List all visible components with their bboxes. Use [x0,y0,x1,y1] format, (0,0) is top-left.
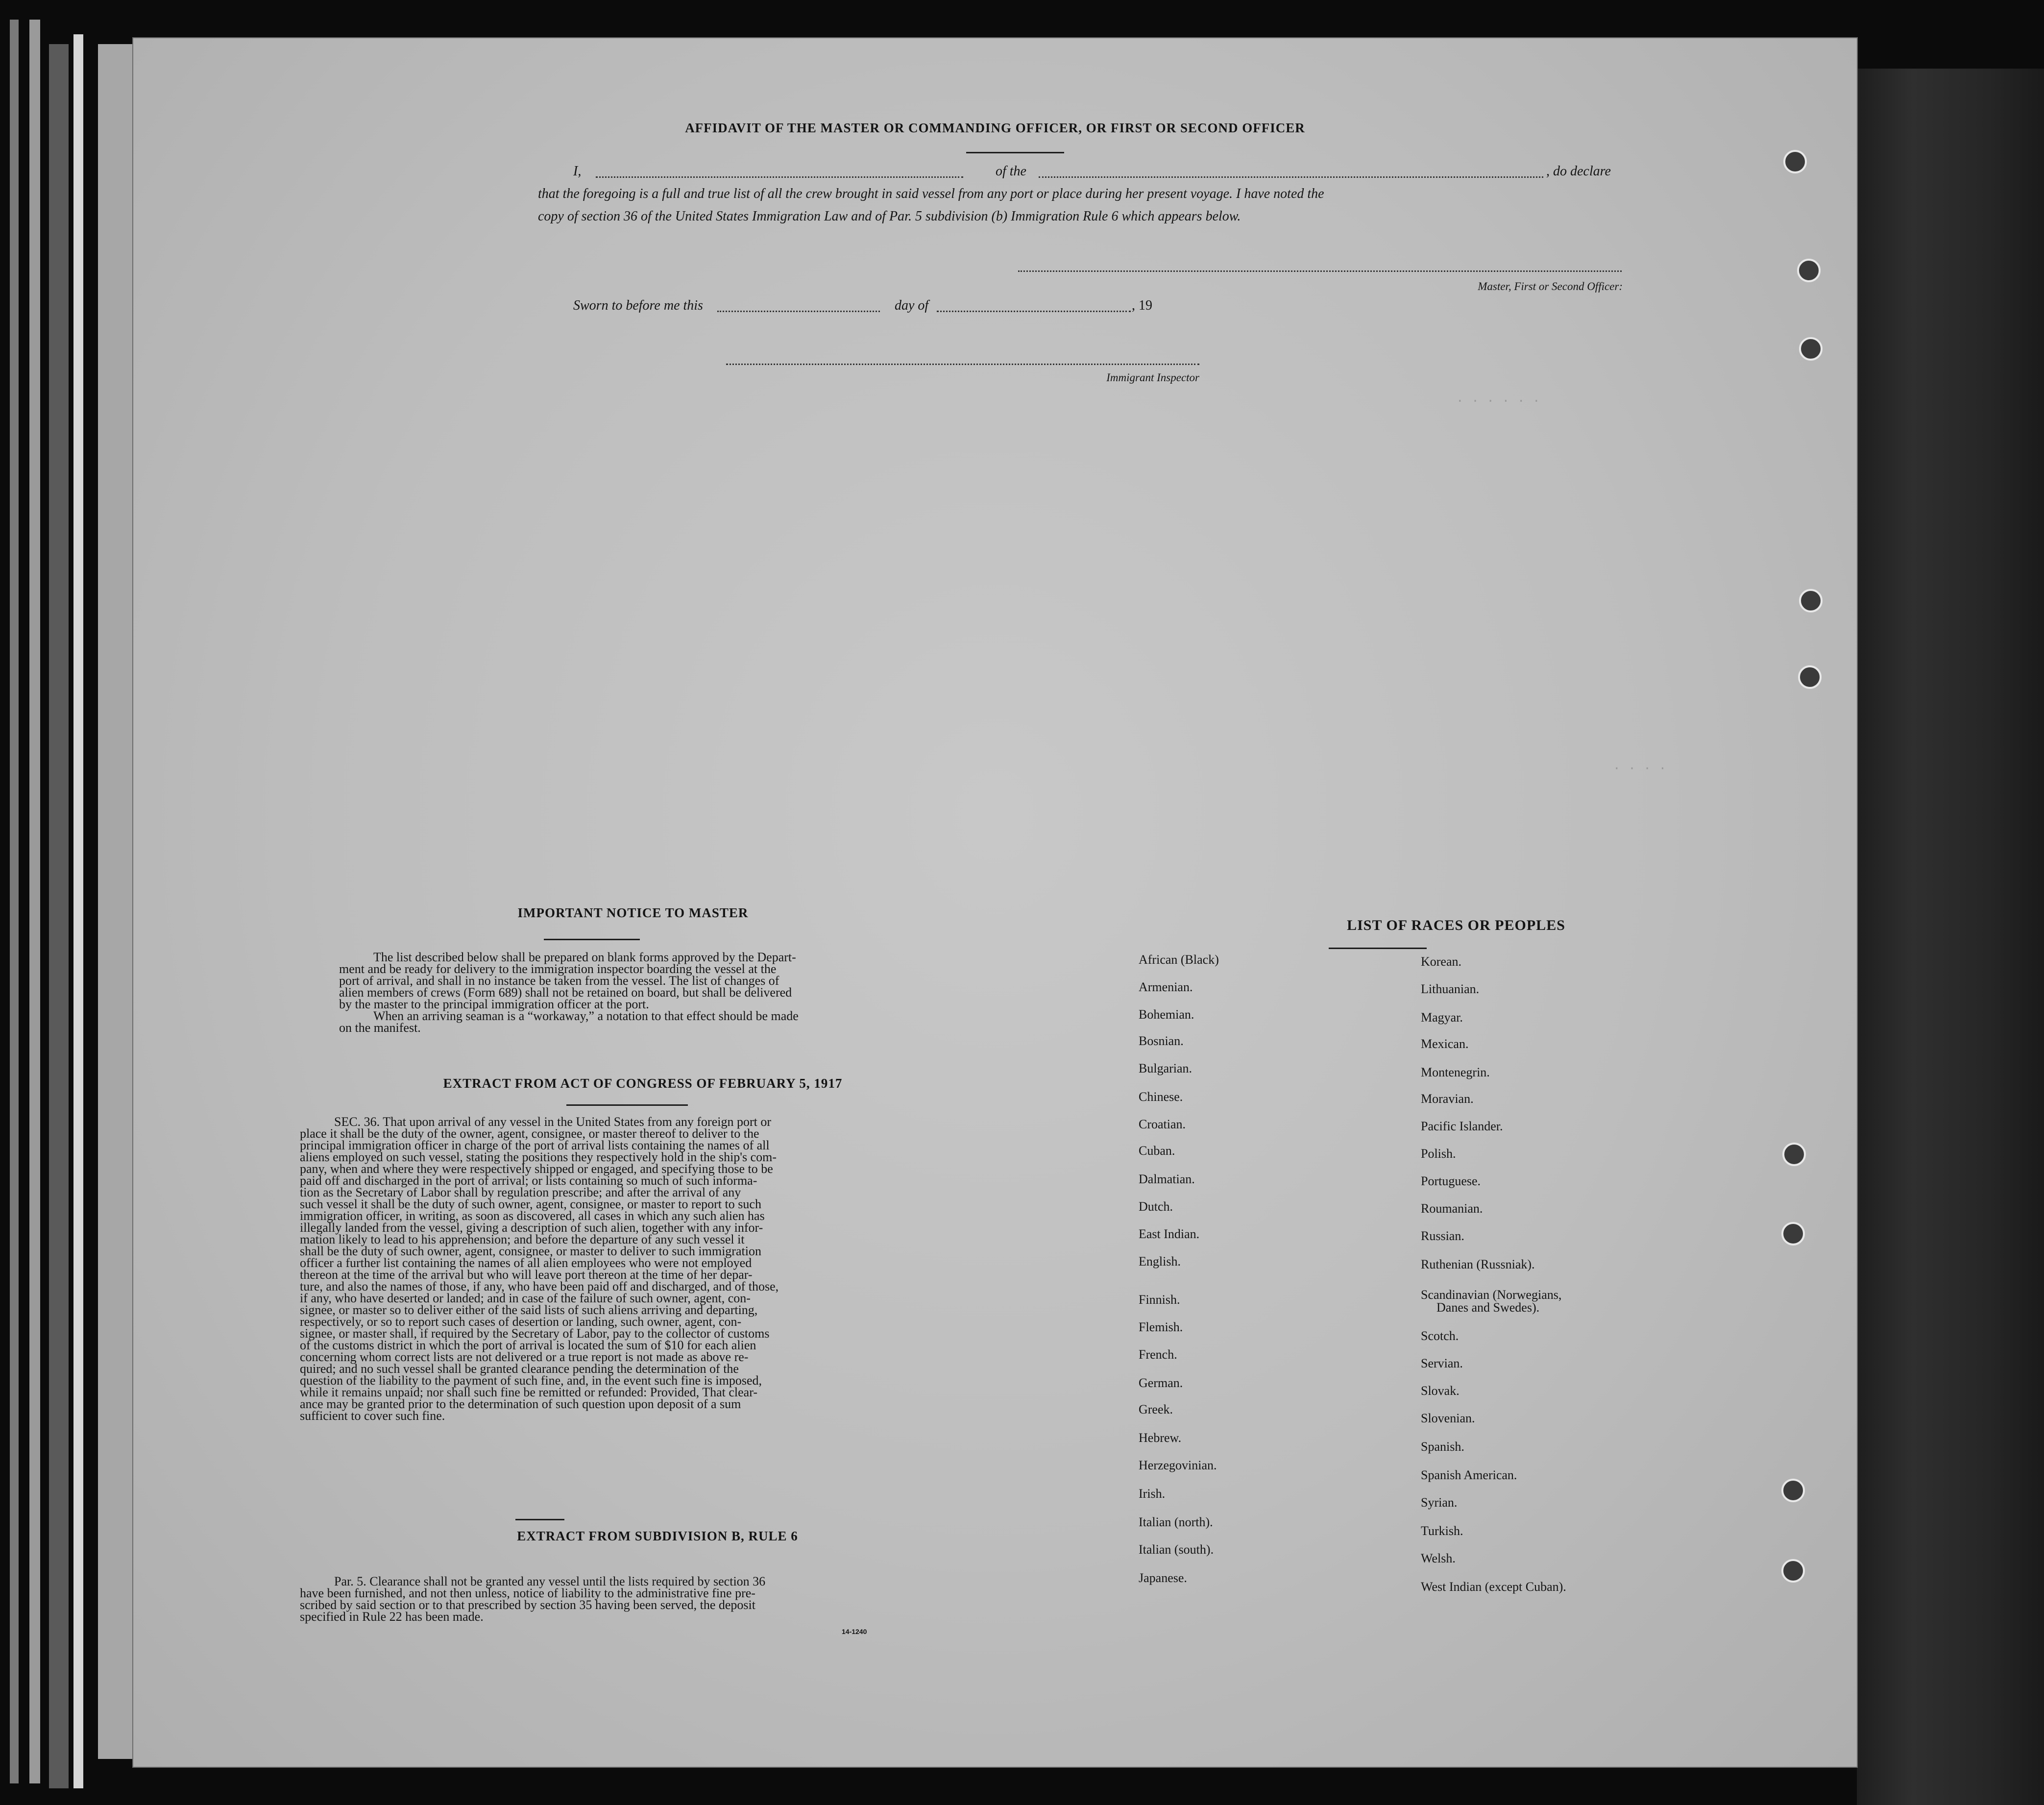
sworn-day-of: day of [895,298,929,313]
race-item: Lithuanian. [1421,982,1480,996]
race-item: Italian (north). [1139,1515,1213,1529]
races-title: LIST OF RACES OR PEOPLES [1347,917,1565,933]
act-line: question of the liability to the payment of such fine, and, in the event such fine is imposed, [300,1373,762,1388]
form-number: 14-1240 [842,1628,867,1635]
race-item: Slovak. [1421,1384,1460,1398]
race-item: Turkish. [1421,1524,1463,1538]
race-item: Pacific Islander. [1421,1119,1503,1133]
notice-title: IMPORTANT NOTICE TO MASTER [517,905,749,920]
race-item: Croatian. [1139,1117,1186,1131]
act-line: officer a further list containing the names of all alien employees who were not employed [300,1256,752,1270]
race-item: Polish. [1421,1146,1456,1161]
race-item: Servian. [1421,1356,1463,1370]
race-item: French. [1139,1347,1177,1362]
punch-hole [1782,1143,1806,1166]
race-item: Ruthenian (Russniak). [1421,1257,1535,1271]
race-item: Spanish. [1421,1439,1464,1454]
race-item: Danes and Swedes). [1436,1300,1540,1315]
act-line: mation likely to lead to his apprehension; and before the departure of any such vessel it [300,1232,745,1246]
affidavit-line-3: copy of section 36 of the United States Immigration Law and of Par. 5 subdivision (b) Immigration Rule 6 which appears below. [538,209,1241,224]
act-line: thereon at the time of the arrival but who will leave port thereon at the time of her depar- [300,1268,753,1282]
punch-hole [1781,1479,1805,1502]
act-line: while it remains unpaid; nor shall such fine be remitted or refunded: Provided, That clear- [300,1385,757,1399]
race-item: Scandinavian (Norwegians, [1421,1288,1562,1302]
punch-hole [1799,589,1823,612]
act-line: aliens employed on such vessel, stating the positions they respectively hold in the ship's com- [300,1150,777,1164]
divider [515,1519,564,1520]
act-line: ance may be granted prior to the determination of such question upon deposit of a sum [300,1397,741,1411]
race-item: Japanese. [1139,1571,1187,1585]
race-item: Greek. [1139,1402,1173,1416]
race-item: Chinese. [1139,1090,1183,1104]
act-line: sufficient to cover such fine. [300,1409,445,1423]
punch-hole [1783,150,1807,173]
notice-line: When an arriving seaman is a “workaway,” a notation to that effect should be made [373,1009,799,1023]
notice-line: port of arrival, and shall in no instance be taken from the vessel. The list of changes of [339,974,779,988]
race-item: Dalmatian. [1139,1172,1195,1186]
race-item: Dutch. [1139,1199,1173,1214]
adjacent-page-shadow [1857,69,2044,1805]
race-item: Russian. [1421,1229,1464,1243]
affidavit-line-start: I, [573,164,582,179]
race-item: Finnish. [1139,1293,1180,1307]
race-item: Mexican. [1421,1037,1469,1051]
act-line: concerning whom correct lists are not delivered or a true report is not made as above re- [300,1350,749,1364]
race-item: African (Black) [1139,952,1219,967]
race-item: Bohemian. [1139,1007,1194,1022]
act-line: tion as the Secretary of Labor shall by regulation prescribe; and after the arrival of any [300,1185,741,1199]
manifest-page [133,38,1857,1767]
race-item: German. [1139,1376,1183,1390]
race-item: Syrian. [1421,1495,1458,1510]
race-item: Slovenian. [1421,1411,1475,1425]
bleed-through-text: . . . . [1613,758,1667,773]
rule-line: Par. 5. Clearance shall not be granted any vessel until the lists required by section 36 [334,1574,766,1588]
race-item: Spanish American. [1421,1468,1517,1482]
rule-line: scribed by said section or to that prescribed by section 35 having been served, the deposit [300,1598,755,1612]
bleed-through-text: . . . . . . [1456,391,1540,406]
act-line: signee, or master shall, if required by the Secretary of Labor, pay to the collector of customs [300,1326,770,1341]
sworn-month-blank [937,311,1131,312]
race-item: Magyar. [1421,1010,1463,1024]
divider [966,152,1064,153]
sworn-label: Sworn to before me this [573,298,703,313]
page-edge-strip [10,20,19,1783]
race-item: Welsh. [1421,1551,1456,1565]
race-item: Irish. [1139,1487,1166,1501]
act-line: pany, when and where they were respectively shipped or engaged, and specifying those to be [300,1162,773,1176]
act-line: illegally landed from the vessel, giving a description of such alien, together with any infor- [300,1220,763,1235]
act-line: if any, who have deserted or landed; and in case of the failure of such owner, agent, con- [300,1291,751,1305]
race-item: Herzegovinian. [1139,1458,1217,1472]
sworn-year: , 19 [1132,298,1152,313]
race-item: Portuguese. [1421,1174,1481,1188]
act-line: such vessel it shall be the duty of such owner, agent, consignee, or master to report to such [300,1197,761,1211]
act-line: quired; and no such vessel shall be granted clearance pending the determination of the [300,1362,739,1376]
act-line: signee, or master so to deliver either of the said lists of such aliens arriving and departing, [300,1303,758,1317]
act-line: of the customs district in which the port of arrival is located the sum of $10 for each alien [300,1338,756,1352]
punch-hole [1799,337,1823,361]
act-line: ture, and also the names of those, if any, who have been paid off and discharged, and of those, [300,1279,779,1293]
act-line: paid off and discharged in the port of arrival; or lists containing so much of such informa- [300,1173,757,1188]
divider [566,1104,688,1106]
affidavit-declare: , do declare [1546,164,1611,179]
page-edge-strip [49,44,69,1788]
act-line: respectively, or so to report such cases of desertion or landing, such owner, agent, con- [300,1315,742,1329]
notice-line: ment and be ready for delivery to the immigration inspector boarding the vessel at the [339,962,777,976]
race-item: English. [1139,1254,1181,1268]
punch-hole [1781,1222,1805,1245]
master-signature-label: Master, First or Second Officer: [1478,280,1623,293]
act-line: immigration officer, in writing, as soon as discovered, all cases in which any such alien has [300,1209,765,1223]
extract-rule-body [300,1576,1011,1623]
race-item: Moravian. [1421,1092,1474,1106]
race-item: Flemish. [1139,1320,1183,1334]
divider [1329,948,1427,949]
race-item: Scotch. [1421,1329,1459,1343]
race-item: Korean. [1421,954,1462,969]
race-item: Cuban. [1139,1144,1175,1158]
extract-rule-title: EXTRACT FROM SUBDIVISION B, RULE 6 [517,1529,798,1543]
punch-hole [1797,259,1821,282]
race-item: East Indian. [1139,1227,1200,1241]
notice-body [339,951,1011,1034]
inspector-signature-blank [726,364,1199,365]
affidavit-of-the: of the [996,164,1026,179]
notice-line: on the manifest. [339,1021,421,1035]
race-item: Armenian. [1139,980,1193,994]
race-item: Montenegrin. [1421,1065,1490,1079]
race-item: Roumanian. [1421,1201,1483,1216]
race-item: West Indian (except Cuban). [1421,1580,1566,1594]
vessel-blank [1039,176,1543,178]
act-line: place it shall be the duty of the owner, agent, consignee, or master thereof to deliver to the [300,1126,759,1141]
punch-hole [1798,665,1822,689]
notice-line: The list described below shall be prepared on blank forms approved by the Depart- [373,950,796,964]
name-blank [596,176,963,178]
page-edge-strip [29,20,40,1783]
rule-line: have been furnished, and not then unless, notice of liability to the administrative fine pre- [300,1586,755,1600]
page-edge-strip [73,34,83,1788]
affidavit-title: AFFIDAVIT OF THE MASTER OR COMMANDING OFFICER, OR FIRST OR SECOND OFFICER [685,121,1305,135]
page-edge-strip [98,44,133,1759]
extract-act-title: EXTRACT FROM ACT OF CONGRESS OF FEBRUARY 5, 1917 [443,1076,843,1091]
race-item: Hebrew. [1139,1431,1182,1445]
inspector-label: Immigrant Inspector [1106,371,1199,384]
extract-act-body [300,1116,1011,1422]
race-item: Bosnian. [1139,1034,1184,1048]
act-line: shall be the duty of such owner, agent, consignee, or master to deliver to such immigration [300,1244,761,1258]
act-line: principal immigration officer in charge of the port of arrival lists containing the names of all [300,1138,770,1152]
master-signature-blank [1018,270,1622,272]
notice-line: by the master to the principal immigration officer at the port. [339,997,649,1011]
divider [544,939,640,940]
race-item: Bulgarian. [1139,1061,1192,1075]
act-line: SEC. 36. That upon arrival of any vessel in the United States from any foreign port or [334,1115,771,1129]
rule-line: specified in Rule 22 has been made. [300,1610,484,1624]
notice-line: alien members of crews (Form 689) shall not be retained on board, but shall be delivered [339,985,792,1000]
sworn-date-blank [717,311,880,312]
race-item: Italian (south). [1139,1542,1214,1557]
affidavit-line-2: that the foregoing is a full and true list of all the crew brought in said vessel from any port or place during her present voyage. I have noted the [538,186,1324,201]
punch-hole [1781,1559,1805,1583]
